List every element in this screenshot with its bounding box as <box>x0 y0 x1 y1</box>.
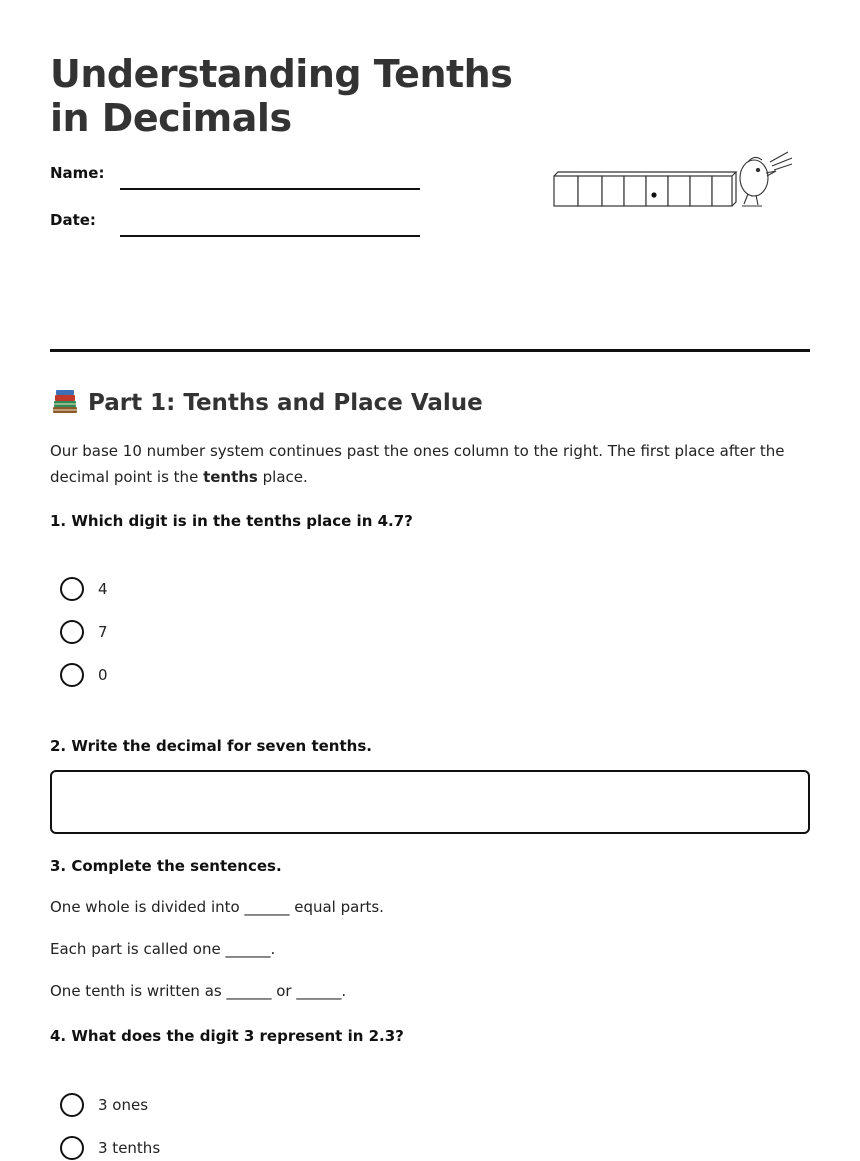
intro-paragraph <box>50 438 810 490</box>
option-label: 3 ones <box>98 1096 149 1114</box>
date-field-row <box>50 211 420 237</box>
sentence-2: Each part is called one ______. <box>50 940 276 958</box>
option-label: 0 <box>98 666 108 684</box>
date-line-field[interactable] <box>120 215 420 237</box>
option-label: 3 tenths <box>98 1139 161 1157</box>
page-title <box>50 52 520 140</box>
question-4: 4. What does the digit 3 represent in 2.3? <box>50 1027 404 1045</box>
q4-option-2[interactable] <box>60 1135 160 1161</box>
radio-button[interactable] <box>60 577 84 601</box>
option-label: 7 <box>98 623 108 641</box>
sentence-3: One tenth is written as ______ or ______. <box>50 982 347 1000</box>
intro-text-start: Our base 10 number system continues past the ones column to the right. The first place after the decimal point is the <box>50 442 785 486</box>
q1-option-1[interactable] <box>60 576 108 602</box>
sentence-1: One whole is divided into ______ equal parts. <box>50 898 384 916</box>
place-value-bird-illustration <box>552 148 797 212</box>
name-label: Name: <box>50 164 105 182</box>
section-heading-part-1 <box>50 388 483 418</box>
radio-button[interactable] <box>60 620 84 644</box>
intro-text-bold: tenths <box>203 468 258 486</box>
radio-button[interactable] <box>60 1136 84 1160</box>
q4-option-1[interactable] <box>60 1092 148 1118</box>
radio-button[interactable] <box>60 663 84 687</box>
option-label: 4 <box>98 580 108 598</box>
answer-text-box[interactable] <box>50 770 810 834</box>
q1-option-2[interactable] <box>60 619 108 645</box>
radio-button[interactable] <box>60 1093 84 1117</box>
question-1: 1. Which digit is in the tenths place in 4.7? <box>50 512 413 530</box>
section-heading-text: Part 1: Tenths and Place Value <box>88 390 483 416</box>
books-icon <box>50 388 80 418</box>
q1-option-3[interactable] <box>60 662 108 688</box>
date-label: Date: <box>50 211 96 229</box>
name-field-row <box>50 164 420 190</box>
question-2: 2. Write the decimal for seven tenths. <box>50 737 372 755</box>
title-line-2: in Decimals <box>50 96 292 140</box>
title-line-1: Understanding Tenths <box>50 52 513 96</box>
intro-text-end: place. <box>257 468 308 486</box>
question-3: 3. Complete the sentences. <box>50 857 282 875</box>
section-divider <box>50 349 810 352</box>
name-line-field[interactable] <box>120 168 420 190</box>
